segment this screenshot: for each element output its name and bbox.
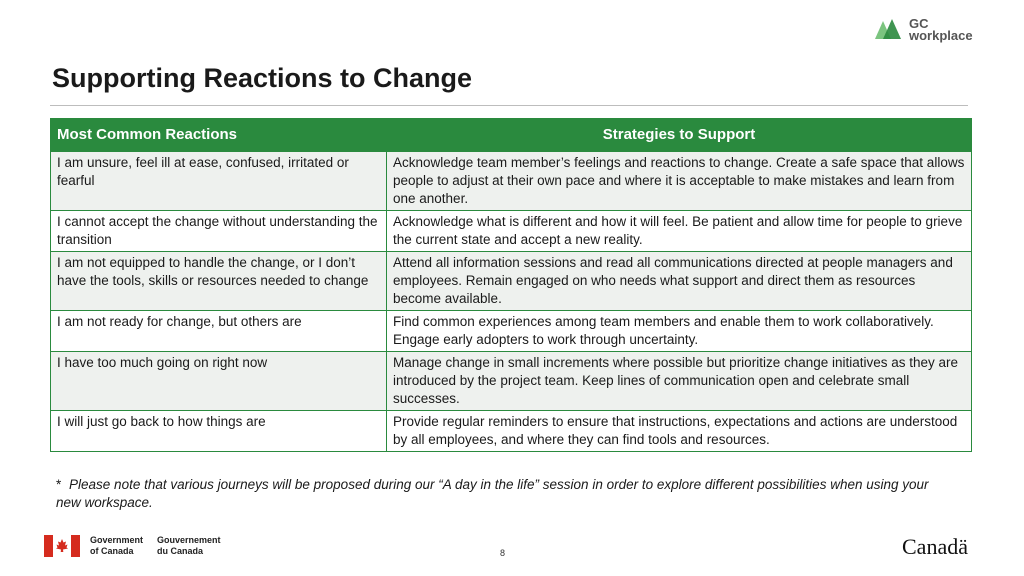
footnote-marker: * — [56, 477, 62, 492]
logo-text — [909, 18, 973, 42]
logo-line-1: GC — [909, 16, 929, 31]
reaction-cell: I am not equipped to handle the change, or I don’t have the tools, skills or resources needed to change — [51, 252, 387, 311]
strategy-cell: Provide regular reminders to ensure that instructions, expectations and actions are understood by all employees, and where they can find tools and resources. — [387, 411, 972, 452]
gov-name-english — [90, 535, 143, 557]
page-number: 8 — [500, 548, 506, 558]
header-reactions: Most Common Reactions — [51, 119, 387, 152]
reaction-cell: I am unsure, feel ill at ease, confused, irritated or fearful — [51, 152, 387, 211]
page-title: Supporting Reactions to Change — [52, 63, 473, 93]
table-row — [51, 311, 972, 352]
strategy-cell: Acknowledge what is different and how it will feel. Be patient and allow time for people to grieve the current state and accept a new reality. — [387, 211, 972, 252]
reactions-table — [50, 118, 972, 452]
logo-line-2: workplace — [909, 28, 973, 43]
canada-wordmark: Canadä — [902, 534, 968, 559]
table-row — [51, 252, 972, 311]
gc-workplace-logo — [873, 16, 983, 44]
table-row — [51, 152, 972, 211]
gc-leaf-icon — [873, 17, 905, 43]
footnote-text: Please note that various journeys will be proposed during our “A day in the life” session in order to explore different possibilities when using your new workspace. — [56, 477, 929, 510]
strategy-cell: Attend all information sessions and read all communications directed at people managers and employees. Remain engaged on who needs what support and direct them as resources become available. — [387, 252, 972, 311]
reaction-cell: I have too much going on right now — [51, 352, 387, 411]
gov-name-french — [157, 535, 221, 557]
gov-fr-line-1: Gouvernement — [157, 535, 221, 545]
government-of-canada-signature — [44, 535, 221, 557]
footnote — [56, 476, 956, 512]
table-header-row — [51, 119, 972, 152]
table-row — [51, 352, 972, 411]
gov-en-line-1: Government — [90, 535, 144, 545]
gov-fr-line-2: du Canada — [157, 546, 204, 556]
reaction-cell: I cannot accept the change without understanding the transition — [51, 211, 387, 252]
strategy-cell: Manage change in small increments where possible but prioritize change initiatives as they are introduced by the project team. Keep lines of communication open and celebrate small successes. — [387, 352, 972, 411]
reaction-cell: I will just go back to how things are — [51, 411, 387, 452]
title-divider — [50, 105, 968, 106]
gov-en-line-2: of Canada — [90, 546, 134, 556]
strategy-cell: Acknowledge team member’s feelings and reactions to change. Create a safe space that allows people to adjust at their own pace and where it is acceptable to make mistakes and learn from one another. — [387, 152, 972, 211]
reaction-cell: I am not ready for change, but others are — [51, 311, 387, 352]
strategy-cell: Find common experiences among team members and enable them to work collaboratively. Engage early adopters to work through uncertainty. — [387, 311, 972, 352]
canada-flag-icon — [44, 535, 80, 557]
header-strategies: Strategies to Support — [387, 119, 972, 152]
table-row — [51, 411, 972, 452]
table-row — [51, 211, 972, 252]
